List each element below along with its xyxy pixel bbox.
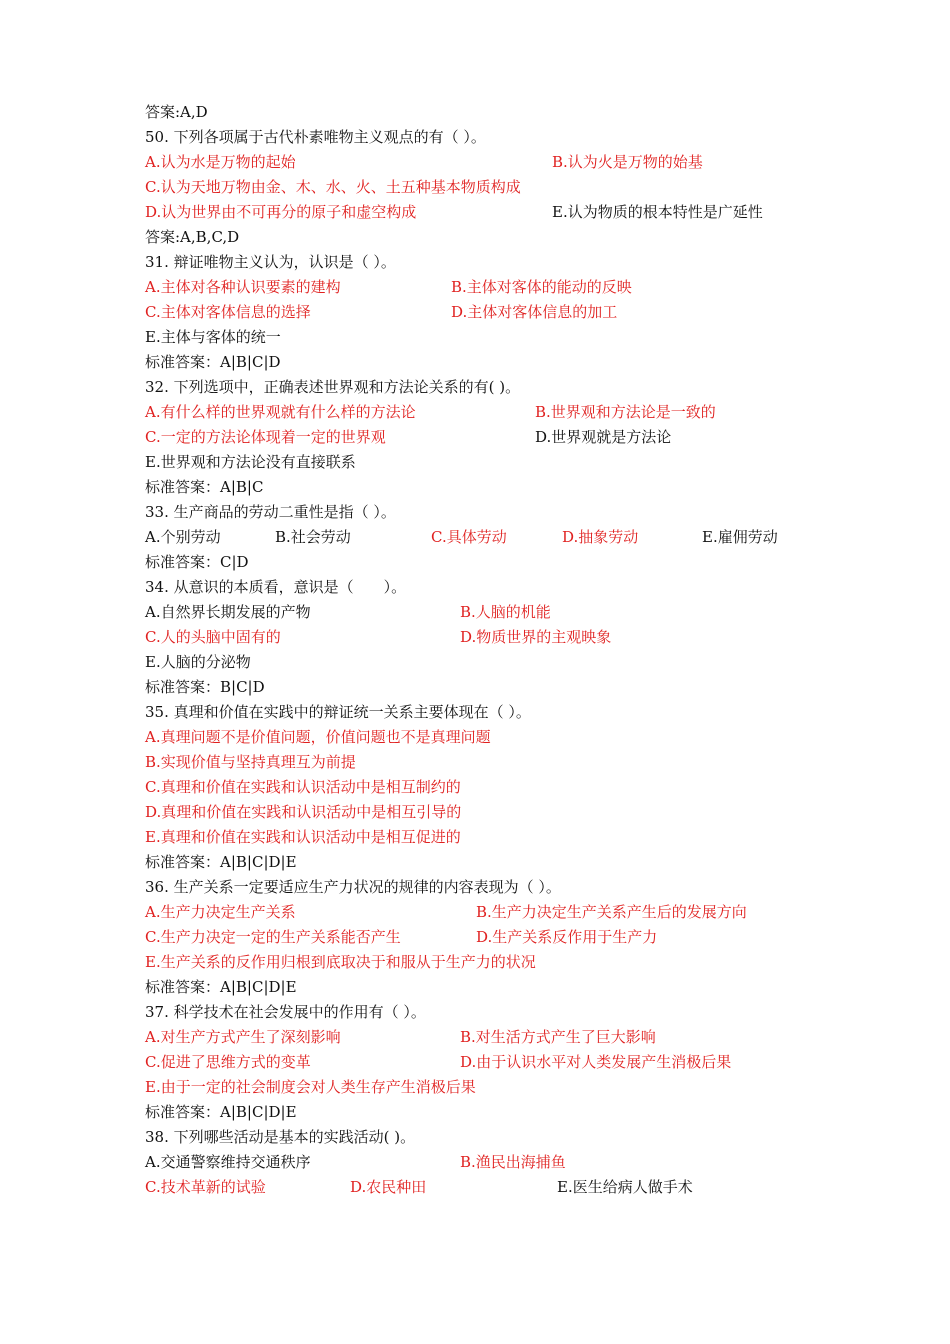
answer-line: 标准答案：A|B|C|D|E <box>145 853 297 871</box>
answer-line: 标准答案：B|C|D <box>145 678 265 696</box>
option-c: C.生产力决定一定的生产关系能否产生 <box>145 928 401 946</box>
option-a: A.主体对各种认识要素的建构 <box>145 278 341 296</box>
option-e: E.医生给病人做手术 <box>557 1178 693 1196</box>
option-d: D.认为世界由不可再分的原子和虚空构成 <box>145 203 417 221</box>
option-c: C.促进了思维方式的变革 <box>145 1053 311 1071</box>
option-a: A.有什么样的世界观就有什么样的方法论 <box>145 403 416 421</box>
option-e: E.生产关系的反作用归根到底取决于和服从于生产力的状况 <box>145 953 536 971</box>
option-d: D.生产关系反作用于生产力 <box>476 928 658 946</box>
option-a: A.个别劳动 <box>145 528 221 546</box>
question-32: 32. 下列选项中，正确表述世界观和方法论关系的有( )。 <box>145 378 521 396</box>
option-b: B.实现价值与坚持真理互为前提 <box>145 753 356 771</box>
option-c: C.真理和价值在实践和认识活动中是相互制约的 <box>145 778 461 796</box>
option-b: B.人脑的机能 <box>460 603 551 621</box>
option-a: A.真理问题不是价值问题，价值问题也不是真理问题 <box>145 728 491 746</box>
option-e: E.主体与客体的统一 <box>145 328 281 346</box>
question-35: 35. 真理和价值在实践中的辩证统一关系主要体现在（ ）。 <box>145 703 531 721</box>
option-d: D.主体对客体信息的加工 <box>451 303 618 321</box>
question-50: 50. 下列各项属于古代朴素唯物主义观点的有（ ）。 <box>145 128 486 146</box>
option-e: E.人脑的分泌物 <box>145 653 251 671</box>
answer-line: 标准答案：A|B|C|D|E <box>145 1103 297 1121</box>
option-a: A.对生产方式产生了深刻影响 <box>145 1028 341 1046</box>
answer-line: 标准答案：A|B|C|D|E <box>145 978 297 996</box>
question-36: 36. 生产关系一定要适应生产力状况的规律的内容表现为（ ）。 <box>145 878 561 896</box>
option-b: B.渔民出海捕鱼 <box>460 1153 566 1171</box>
option-b: B.主体对客体的能动的反映 <box>451 278 632 296</box>
question-38: 38. 下列哪些活动是基本的实践活动( )。 <box>145 1128 416 1146</box>
question-34: 34. 从意识的本质看，意识是（ ）。 <box>145 578 407 596</box>
option-d: D.世界观就是方法论 <box>535 428 672 446</box>
question-31: 31. 辩证唯物主义认为，认识是（ ）。 <box>145 253 396 271</box>
option-e: E.真理和价值在实践和认识活动中是相互促进的 <box>145 828 461 846</box>
option-e: E.由于一定的社会制度会对人类生存产生消极后果 <box>145 1078 476 1096</box>
option-c: C.认为天地万物由金、木、水、火、土五种基本物质构成 <box>145 178 521 196</box>
option-d: D.真理和价值在实践和认识活动中是相互引导的 <box>145 803 462 821</box>
option-a: A.生产力决定生产关系 <box>145 903 296 921</box>
option-c: C.技术革新的试验 <box>145 1178 266 1196</box>
option-d: D.抽象劳动 <box>562 528 639 546</box>
option-c: C.具体劳动 <box>431 528 507 546</box>
option-e: E.世界观和方法论没有直接联系 <box>145 453 356 471</box>
option-b: B.认为火是万物的始基 <box>552 153 703 171</box>
option-e: E.雇佣劳动 <box>702 528 778 546</box>
option-c: C.主体对客体信息的选择 <box>145 303 311 321</box>
option-c: C.人的头脑中固有的 <box>145 628 281 646</box>
answer-line: 答案:A,D <box>145 103 208 121</box>
question-37: 37. 科学技术在社会发展中的作用有（ ）。 <box>145 1003 426 1021</box>
option-b: B.对生活方式产生了巨大影响 <box>460 1028 656 1046</box>
option-a: A.交通警察维持交通秩序 <box>145 1153 311 1171</box>
answer-line: 标准答案：A|B|C|D <box>145 353 281 371</box>
option-a: A.认为水是万物的起始 <box>145 153 296 171</box>
option-d: D.物质世界的主观映象 <box>460 628 612 646</box>
option-d: D.农民种田 <box>350 1178 427 1196</box>
option-b: B.生产力决定生产关系产生后的发展方向 <box>476 903 747 921</box>
option-a: A.自然界长期发展的产物 <box>145 603 311 621</box>
option-e: E.认为物质的根本特性是广延性 <box>552 203 763 221</box>
answer-line: 标准答案：C|D <box>145 553 249 571</box>
option-c: C.一定的方法论体现着一定的世界观 <box>145 428 386 446</box>
option-b: B.社会劳动 <box>275 528 351 546</box>
answer-line: 标准答案：A|B|C <box>145 478 264 496</box>
question-33: 33. 生产商品的劳动二重性是指（ ）。 <box>145 503 396 521</box>
option-d: D.由于认识水平对人类发展产生消极后果 <box>460 1053 732 1071</box>
option-b: B.世界观和方法论是一致的 <box>535 403 716 421</box>
answer-line: 答案:A,B,C,D <box>145 228 240 246</box>
